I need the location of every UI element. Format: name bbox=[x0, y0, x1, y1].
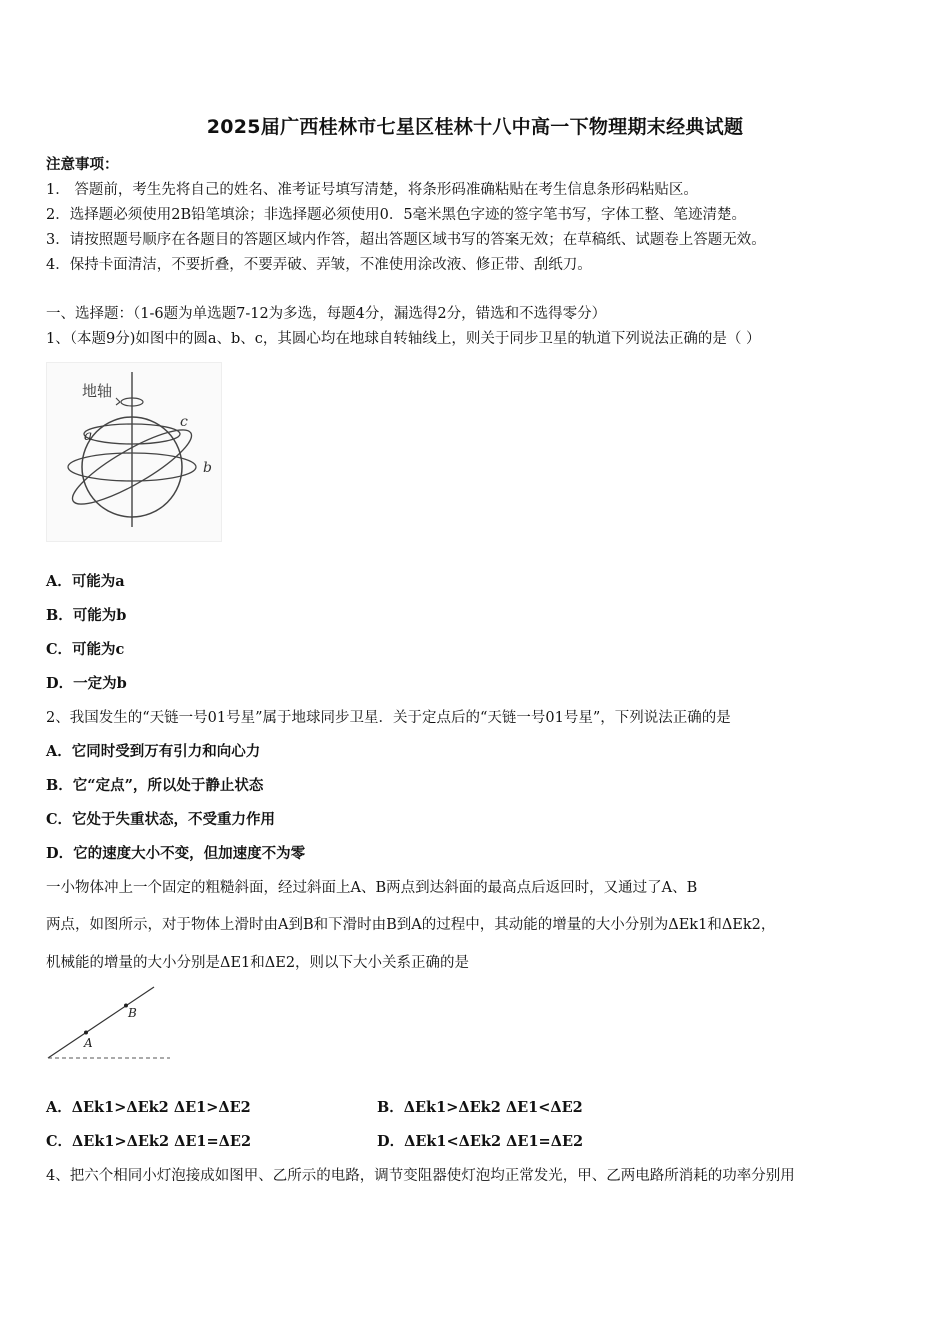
q3-figure-incline bbox=[44, 982, 174, 1064]
q3-stem-line-2: 两点，如图所示，对于物体上滑时由A到B和下滑时由B到A的过程中，其动能的增量的大小分别为ΔEk1和ΔEk2， bbox=[46, 917, 776, 933]
q2-option-a: A．它同时受到万有引力和向心力 bbox=[46, 743, 261, 760]
q2-option-d: D．它的速度大小不变，但加速度不为零 bbox=[46, 845, 306, 862]
q2-option-c: C．它处于失重状态，不受重力作用 bbox=[46, 811, 276, 828]
point-a bbox=[84, 1031, 88, 1035]
axis-label: 地轴 bbox=[82, 382, 113, 400]
label-B: B bbox=[128, 1006, 137, 1020]
q1-option-d: D．一定为b bbox=[46, 675, 127, 692]
notice-item-4: 4．保持卡面清洁，不要折叠，不要弄破、弄皱，不准使用涂改液、修正带、刮纸刀。 bbox=[46, 257, 592, 273]
q3-stem-line-1: 一小物体冲上一个固定的粗糙斜面，经过斜面上A、B两点到达斜面的最高点后返回时，又通过了A、B bbox=[46, 880, 698, 896]
q3-stem-line-3: 机械能的增量的大小分别是ΔE1和ΔE2，则以下大小关系正确的是 bbox=[46, 955, 470, 971]
incline-line bbox=[48, 987, 154, 1058]
label-a: a bbox=[84, 428, 93, 444]
label-b: b bbox=[203, 460, 212, 476]
q1-figure-earth-orbits bbox=[46, 362, 222, 542]
label-A: A bbox=[84, 1036, 93, 1050]
notice-item-3: 3．请按照题号顺序在各题目的答题区域内作答，超出答题区域书写的答案无效；在草稿纸、试题卷上答题无效。 bbox=[46, 232, 766, 248]
q3-option-c: C．ΔEk1>ΔEk2 ΔE1=ΔE2 bbox=[46, 1133, 252, 1150]
q1-option-a: A．可能为a bbox=[46, 573, 125, 590]
section-heading: 一、选择题：（1-6题为单选题7-12为多选，每题4分，漏选得2分，错选和不选得零分） bbox=[46, 306, 607, 322]
q3-option-b: B．ΔEk1>ΔEk2 ΔE1<ΔE2 bbox=[377, 1099, 583, 1116]
q4-stem: 4、把六个相同小灯泡接成如图甲、乙所示的电路，调节变阻器使灯泡均正常发光，甲、乙两电路所消耗的功率分别用 bbox=[46, 1168, 795, 1184]
q2-stem: 2、我国发生的“天链一号01号星”属于地球同步卫星．关于定点后的“天链一号01号星”，下列说法正确的是 bbox=[46, 710, 731, 726]
notice-heading: 注意事项： bbox=[46, 156, 119, 173]
q1-option-c: C．可能为c bbox=[46, 641, 125, 658]
label-c: c bbox=[180, 414, 188, 430]
notice-item-2: 2．选择题必须使用2B铅笔填涂；非选择题必须使用0．5毫米黑色字迹的签字笔书写，字体工整、笔迹清楚。 bbox=[46, 207, 747, 223]
notice-item-1: 1． 答题前，考生先将自己的姓名、准考证号填写清楚，将条形码准确粘贴在考生信息条形码粘贴区。 bbox=[46, 182, 698, 198]
q2-option-b: B．它“定点”，所以处于静止状态 bbox=[46, 777, 264, 794]
q1-option-b: B．可能为b bbox=[46, 607, 127, 624]
page-title: 2025届广西桂林市七星区桂林十八中高一下物理期末经典试题 bbox=[206, 116, 744, 138]
q1-stem: 1、（本题9分)如图中的圆a、b、c，其圆心均在地球自转轴线上，则关于同步卫星的轨道下列说法正确的是（ ） bbox=[46, 331, 761, 347]
q3-option-a: A．ΔEk1>ΔEk2 ΔE1>ΔE2 bbox=[46, 1099, 251, 1116]
q3-option-d: D．ΔEk1<ΔEk2 ΔE1=ΔE2 bbox=[377, 1133, 584, 1150]
